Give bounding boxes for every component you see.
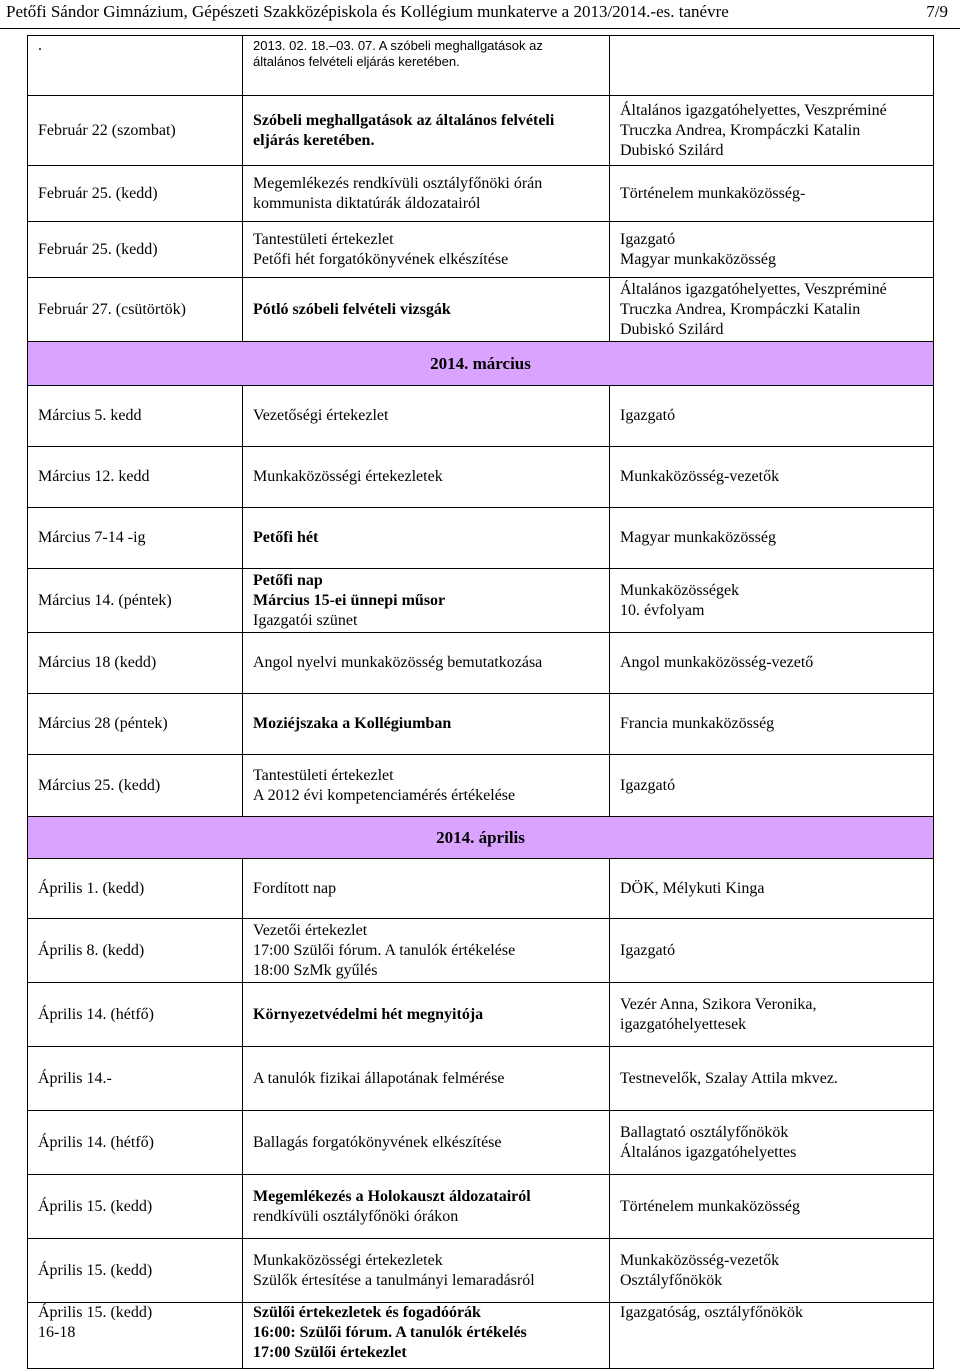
event-cell: Környezetvédelmi hét megnyitója — [243, 983, 610, 1047]
event-cell: A tanulók fizikai állapotának felmérése — [243, 1047, 610, 1111]
date-cell: Március 7-14 -ig — [28, 508, 243, 569]
responsible-cell — [610, 222, 934, 278]
event-line: kommunista diktatúrák áldozatairól — [253, 194, 481, 212]
date-line: 16-18 — [38, 1324, 76, 1341]
event-line: Vezetői értekezlet — [253, 921, 368, 939]
event-cell — [243, 1239, 610, 1303]
event-line: rendkívüli osztályfőnöki órákon — [253, 1207, 459, 1225]
responsible-cell: Igazgató — [610, 755, 934, 817]
resp-line: Dubiskó Szilárd — [620, 320, 724, 338]
table-row — [28, 386, 934, 447]
responsible-cell: Igazgató — [610, 919, 934, 983]
event-line: 17:00 Szülői fórum. A tanulók értékelése — [253, 941, 516, 959]
date-cell — [28, 1303, 243, 1369]
responsible-cell — [610, 278, 934, 342]
table-row — [28, 1239, 934, 1303]
date-cell: Április 1. (kedd) — [28, 859, 243, 919]
date-cell: Február 25. (kedd) — [28, 166, 243, 222]
resp-line: Ballagtató osztályfőnökök — [620, 1123, 789, 1141]
event-cell — [243, 222, 610, 278]
schedule-table — [27, 35, 934, 1369]
responsible-cell: Francia munkaközösség — [610, 694, 934, 755]
date-cell: Március 18 (kedd) — [28, 633, 243, 694]
responsible-cell — [610, 96, 934, 166]
event-cell: Vezetőségi értekezlet — [243, 386, 610, 447]
event-line: Megemlékezés a Holokauszt áldozatairól — [253, 1187, 531, 1205]
resp-line: Vezér Anna, Szikora Veronika, — [620, 995, 817, 1013]
table-row — [28, 755, 934, 817]
resp-line: Általános igazgatóhelyettes — [620, 1143, 797, 1161]
table-row — [28, 508, 934, 569]
event-cell — [243, 1303, 610, 1369]
event-cell: Petőfi hét — [243, 508, 610, 569]
page-number: 7/9 — [926, 2, 948, 21]
table-row — [28, 569, 934, 633]
event-line: Szülői értekezletek és fogadóórák — [253, 1304, 481, 1321]
responsible-cell: DÖK, Mélykuti Kinga — [610, 859, 934, 919]
date-cell: Február 27. (csütörtök) — [28, 278, 243, 342]
event-line: Tantestületi értekezlet — [253, 230, 394, 248]
date-cell: Március 14. (péntek) — [28, 569, 243, 633]
table-row — [28, 36, 934, 96]
event-cell — [243, 166, 610, 222]
resp-line: Truczka Andrea, Krompáczki Katalin — [620, 300, 861, 318]
event-cell: Moziéjszaka a Kollégiumban — [243, 694, 610, 755]
event-cell — [243, 569, 610, 633]
resp-line: igazgatóhelyettesek — [620, 1015, 747, 1033]
resp-line: Osztályfőnökök — [620, 1271, 723, 1289]
document-title: Petőfi Sándor Gimnázium, Gépészeti Szakközépiskola és Kollégium munkaterve a 2013/2014.-es. tanévre — [6, 2, 729, 21]
responsible-cell: Munkaközösség-vezetők — [610, 447, 934, 508]
resp-line: Általános igazgatóhelyettes, Veszpréminé — [620, 101, 887, 119]
date-cell: Március 28 (péntek) — [28, 694, 243, 755]
table-row — [28, 222, 934, 278]
table-row — [28, 1303, 934, 1369]
event-cell: Ballagás forgatókönyvének elkészítése — [243, 1111, 610, 1175]
event-line: Tantestületi értekezlet — [253, 766, 394, 784]
date-cell: Március 25. (kedd) — [28, 755, 243, 817]
event-cell — [243, 755, 610, 817]
resp-line: Magyar munkaközösség — [620, 250, 776, 268]
responsible-cell: Igazgató — [610, 386, 934, 447]
event-line: Petőfi hét forgatókönyvének elkészítése — [253, 250, 509, 268]
event-line: Megemlékezés rendkívüli osztályfőnöki órán — [253, 174, 543, 192]
event-line: Munkaközösségi értekezletek — [253, 1251, 443, 1269]
date-cell: Április 14.- — [28, 1047, 243, 1111]
event-line: Március 15-ei ünnepi műsor — [253, 591, 446, 609]
responsible-cell — [610, 1111, 934, 1175]
resp-line: Általános igazgatóhelyettes, Veszpréminé — [620, 280, 887, 298]
date-line: Április 15. (kedd) — [38, 1304, 153, 1321]
resp-line: 10. évfolyam — [620, 601, 705, 619]
date-cell: Február 22 (szombat) — [28, 96, 243, 166]
month-header-row — [28, 342, 934, 386]
date-cell: Április 14. (hétfő) — [28, 983, 243, 1047]
resp-line: Igazgató — [620, 230, 676, 248]
event-cell — [243, 36, 610, 96]
table-row — [28, 1047, 934, 1111]
table-row — [28, 447, 934, 508]
table-row — [28, 1175, 934, 1239]
resp-line: Truczka Andrea, Krompáczki Katalin — [620, 121, 861, 139]
date-cell: Március 5. kedd — [28, 386, 243, 447]
event-line: eljárás keretében. — [253, 131, 375, 149]
date-cell: Április 8. (kedd) — [28, 919, 243, 983]
date-cell: Március 12. kedd — [28, 447, 243, 508]
resp-line: Munkaközösség-vezetők — [620, 1251, 780, 1269]
event-cell: Angol nyelvi munkaközösség bemutatkozása — [243, 633, 610, 694]
responsible-cell: Történelem munkaközösség- — [610, 166, 934, 222]
responsible-cell: Testnevelők, Szalay Attila mkvez. — [610, 1047, 934, 1111]
event-cell — [243, 919, 610, 983]
event-line: Petőfi nap — [253, 571, 323, 589]
resp-line: Dubiskó Szilárd — [620, 141, 724, 159]
responsible-cell — [610, 36, 934, 96]
responsible-cell: Történelem munkaközösség — [610, 1175, 934, 1239]
event-cell — [243, 96, 610, 166]
date-cell: Április 14. (hétfő) — [28, 1111, 243, 1175]
event-line: 18:00 SzMk gyűlés — [253, 961, 378, 979]
responsible-cell — [610, 569, 934, 633]
table-row — [28, 1111, 934, 1175]
date-cell: Április 15. (kedd) — [28, 1239, 243, 1303]
event-line: Szóbeli meghallgatások az általános felvételi — [253, 111, 555, 129]
responsible-cell: Angol munkaközösség-vezető — [610, 633, 934, 694]
responsible-cell: Magyar munkaközösség — [610, 508, 934, 569]
event-cell: Pótló szóbeli felvételi vizsgák — [243, 278, 610, 342]
event-cell — [243, 1175, 610, 1239]
month-heading: 2014. március — [28, 342, 934, 386]
table-row — [28, 278, 934, 342]
event-line: 2013. 02. 18.–03. 07. A szóbeli meghallgatások az — [253, 38, 543, 53]
table-row — [28, 633, 934, 694]
event-line: Szülők értesítése a tanulmányi lemaradásról — [253, 1271, 535, 1289]
page-header — [0, 0, 960, 30]
date-cell: Április 15. (kedd) — [28, 1175, 243, 1239]
event-cell: Fordított nap — [243, 859, 610, 919]
month-header-row — [28, 817, 934, 859]
month-heading: 2014. április — [28, 817, 934, 859]
resp-line: Munkaközösségek — [620, 581, 740, 599]
table-row — [28, 96, 934, 166]
table-row — [28, 919, 934, 983]
responsible-cell — [610, 983, 934, 1047]
date-cell: Február 25. (kedd) — [28, 222, 243, 278]
event-line: 17:00 Szülői értekezlet — [253, 1344, 407, 1361]
event-cell: Munkaközösségi értekezletek — [243, 447, 610, 508]
event-line: A 2012 évi kompetenciamérés értékelése — [253, 786, 516, 804]
event-line: általános felvételi eljárás keretében. — [253, 54, 460, 69]
table-row — [28, 859, 934, 919]
event-line: Igazgatói szünet — [253, 611, 358, 629]
table-row — [28, 983, 934, 1047]
responsible-cell: Igazgatóság, osztályfőnökök — [610, 1303, 934, 1369]
table-row — [28, 166, 934, 222]
responsible-cell — [610, 1239, 934, 1303]
table-row — [28, 694, 934, 755]
date-cell: . — [28, 36, 243, 96]
header-rule — [0, 28, 960, 29]
event-line: 16:00: Szülői fórum. A tanulók értékelés — [253, 1324, 527, 1341]
